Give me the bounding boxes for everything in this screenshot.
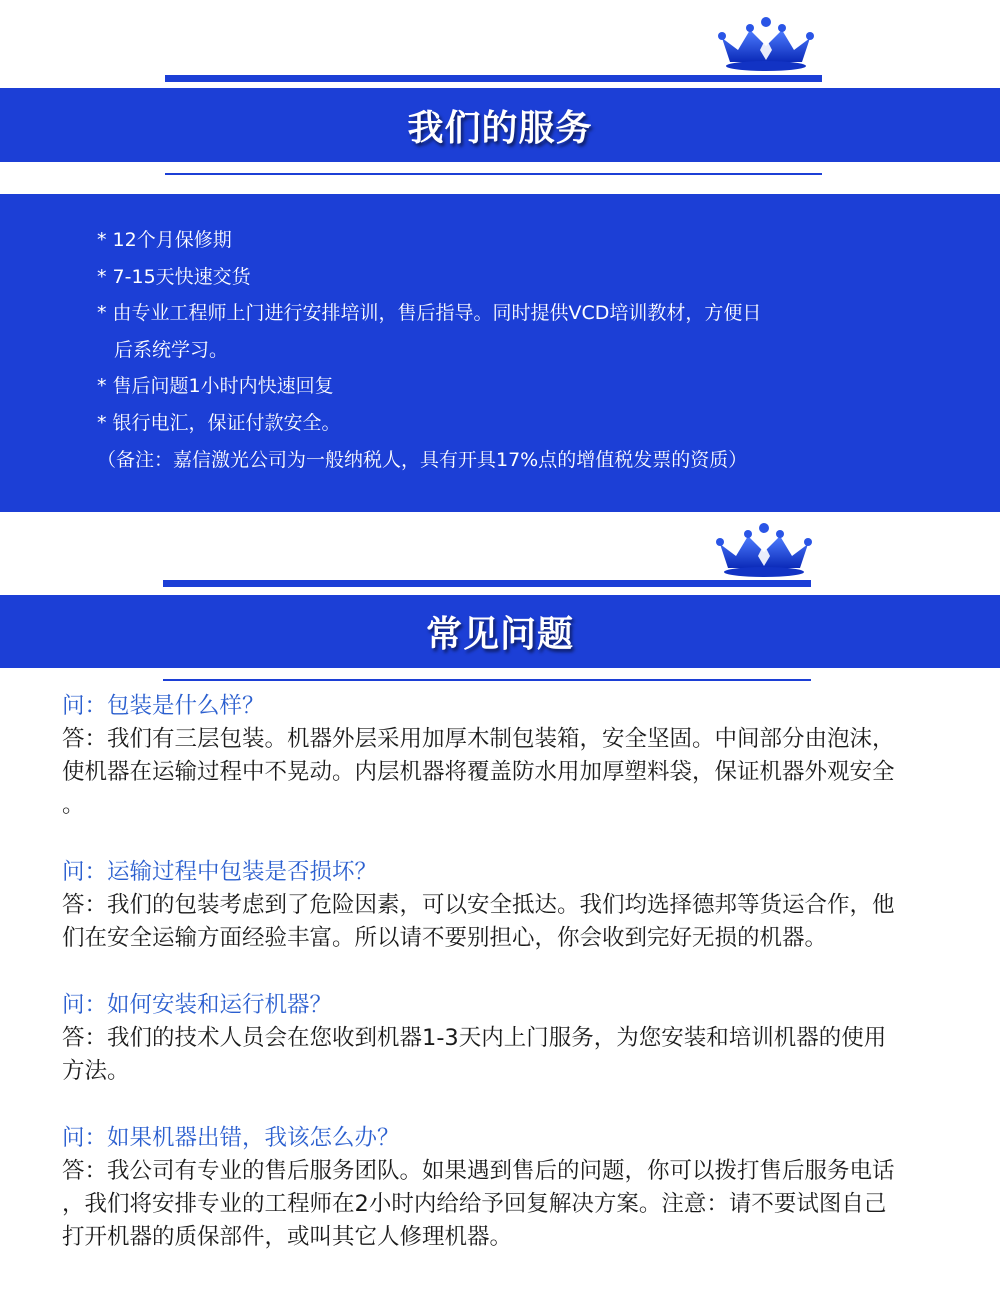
service-item-training: * 由专业工程师上门进行安排培训，售后指导。同时提供VCD培训教材，方便日 后系统学习。 — [97, 302, 762, 361]
services-banner — [0, 88, 1000, 162]
service-item-payment: * 银行电汇，保证付款安全。 — [97, 411, 341, 434]
crown-icon — [716, 16, 816, 72]
services-panel — [0, 194, 1000, 512]
faq-answer: 答：我们的技术人员会在您收到机器1-3天内上门服务，为您安装和培训机器的使用 方法。 — [62, 1025, 887, 1084]
faq-answer: 答：我们有三层包装。机器外层采用加厚木制包装箱，安全坚固。中间部分由泡沫， 使机器在运输过程中不晃动。内层机器将覆盖防水用加厚塑料袋，保证机器外观安全 。 — [62, 726, 895, 818]
crown-icon — [714, 522, 814, 578]
faq-question: 问：如果机器出错，我该怎么办？ — [62, 1125, 400, 1151]
faq-item-malfunction — [62, 1122, 962, 1254]
faq-item-installation — [62, 989, 962, 1088]
faq-answer: 答：我们的包装考虑到了危险因素，可以安全抵达。我们均选择德邦等货运合作，他 们在安全运输方面经验丰富。所以请不要别担心，你会收到完好无损的机器。 — [62, 892, 895, 951]
faq-top-divider-line — [163, 580, 811, 587]
faq-underline — [163, 679, 811, 681]
faq-answer: 答：我公司有专业的售后服务团队。如果遇到售后的问题，你可以拨打售后服务电话 ，我们将安排专业的工程师在2小时内给给予回复解决方案。注意：请不要试图自己 打开机器的质保部件，或叫其它人修理机器。 — [62, 1158, 895, 1250]
services-title: 我们的服务 — [407, 107, 593, 149]
services-list — [97, 222, 817, 441]
faq-title: 常见问题 — [425, 614, 574, 655]
faq-question: 问：运输过程中包装是否损坏？ — [62, 859, 378, 885]
faq-question: 问：如何安装和运行机器？ — [62, 992, 333, 1018]
faq-banner — [0, 595, 1000, 668]
service-item-warranty: * 12个月保修期 — [97, 229, 232, 251]
top-divider-line — [165, 75, 822, 82]
faq-question: 问：包装是什么样？ — [62, 693, 265, 719]
services-note: （备注：嘉信激光公司为一般纳税人，具有开具17%点的增值税发票的资质） — [97, 449, 748, 471]
service-item-response: * 售后问题1小时内快速回复 — [97, 375, 334, 397]
service-item-delivery: * 7-15天快速交货 — [97, 265, 251, 288]
services-underline — [165, 173, 822, 175]
faq-list — [62, 690, 962, 1288]
faq-item-packaging — [62, 690, 962, 822]
faq-item-transport — [62, 856, 962, 955]
